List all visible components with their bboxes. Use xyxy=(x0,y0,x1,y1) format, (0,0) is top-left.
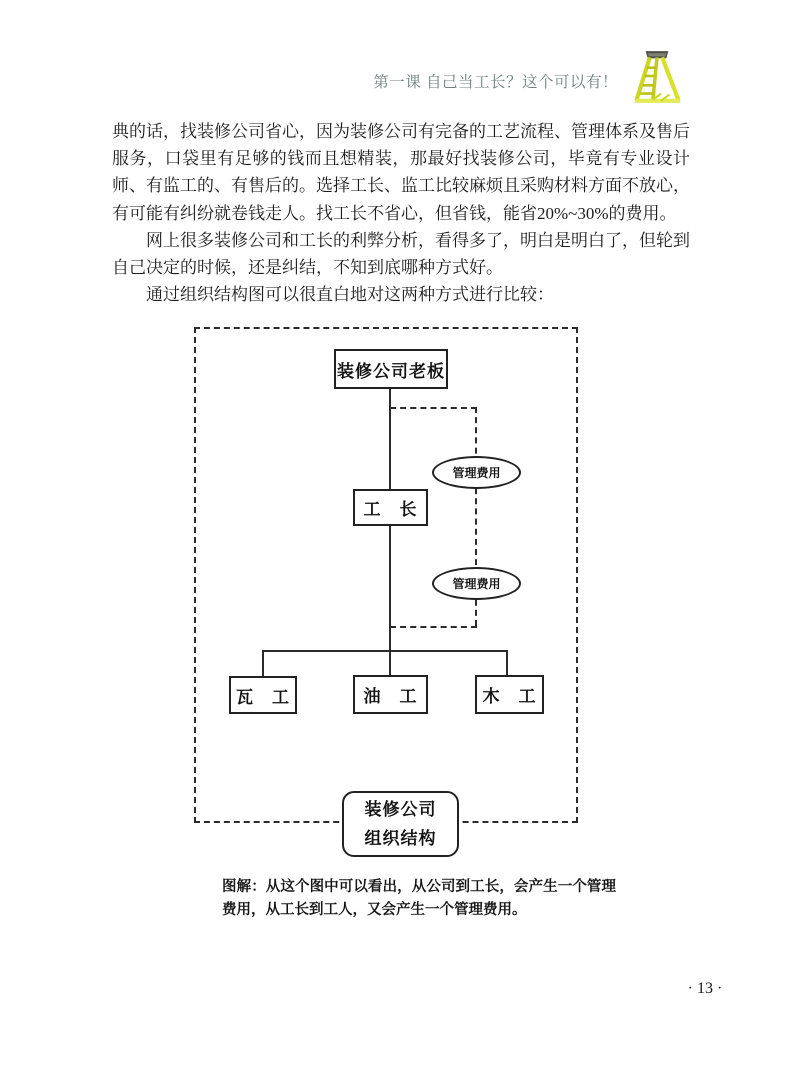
body-text xyxy=(112,118,690,308)
paragraph: 网上很多装修公司和工长的利弊分析，看得多了，明白是明白了，但轮到自己决定的时候，还是纠结，不知到底哪种方式好。 xyxy=(112,230,690,278)
org-node-painter xyxy=(353,675,428,714)
page-number: · 13 · xyxy=(687,980,723,997)
fee-lower-label: 管理费用 xyxy=(452,577,501,591)
ladder-icon xyxy=(626,46,688,108)
fee-ellipse-upper xyxy=(432,456,521,489)
org-node-carpenter xyxy=(475,675,544,714)
diagram-frame xyxy=(194,327,578,823)
chapter-header xyxy=(0,46,712,108)
org-node-carpenter-label: 木 工 xyxy=(482,687,537,706)
org-node-boss xyxy=(334,349,448,389)
figure-caption-text: 从这个图中可以看出，从公司到工长，会产生一个管理费用，从工长到工人，又会产生一个管理费用。 xyxy=(222,879,617,918)
org-node-boss-label: 装修公司老板 xyxy=(337,361,445,381)
org-node-foreman-label: 工 长 xyxy=(363,500,418,519)
paragraph: 通过组织结构图可以很直白地对这两种方式进行比较： xyxy=(146,285,554,305)
org-node-bricklayer xyxy=(229,676,297,714)
paragraph-continuation: 典的话，找装修公司省心，因为装修公司有完备的工艺流程、管理体系及售后服务，口袋里有足够的钱而且想精装，那最好找装修公司，毕竟有专业设计师、有监工的、有售后的。选择工长、监工比较麻烦且采购材料方面不放心，有可能有纠纷就卷钱走人。找工长不省心，但省钱，能省20%~30%的费用。 xyxy=(112,122,690,223)
org-node-bricklayer-label: 瓦 工 xyxy=(236,687,290,707)
figure-caption-label: 图解： xyxy=(222,879,266,895)
figure-caption xyxy=(222,876,616,922)
chapter-title: 第一课 自己当工长？这个可以有！ xyxy=(373,74,618,91)
fee-upper-label: 管理费用 xyxy=(452,466,501,480)
org-node-foreman xyxy=(353,489,428,526)
legend-line2: 组织结构 xyxy=(364,829,437,848)
legend-line1: 装修公司 xyxy=(364,800,437,819)
diagram-legend-box xyxy=(342,791,459,857)
org-node-painter-label: 油 工 xyxy=(363,687,418,706)
fee-ellipse-lower xyxy=(432,567,521,600)
